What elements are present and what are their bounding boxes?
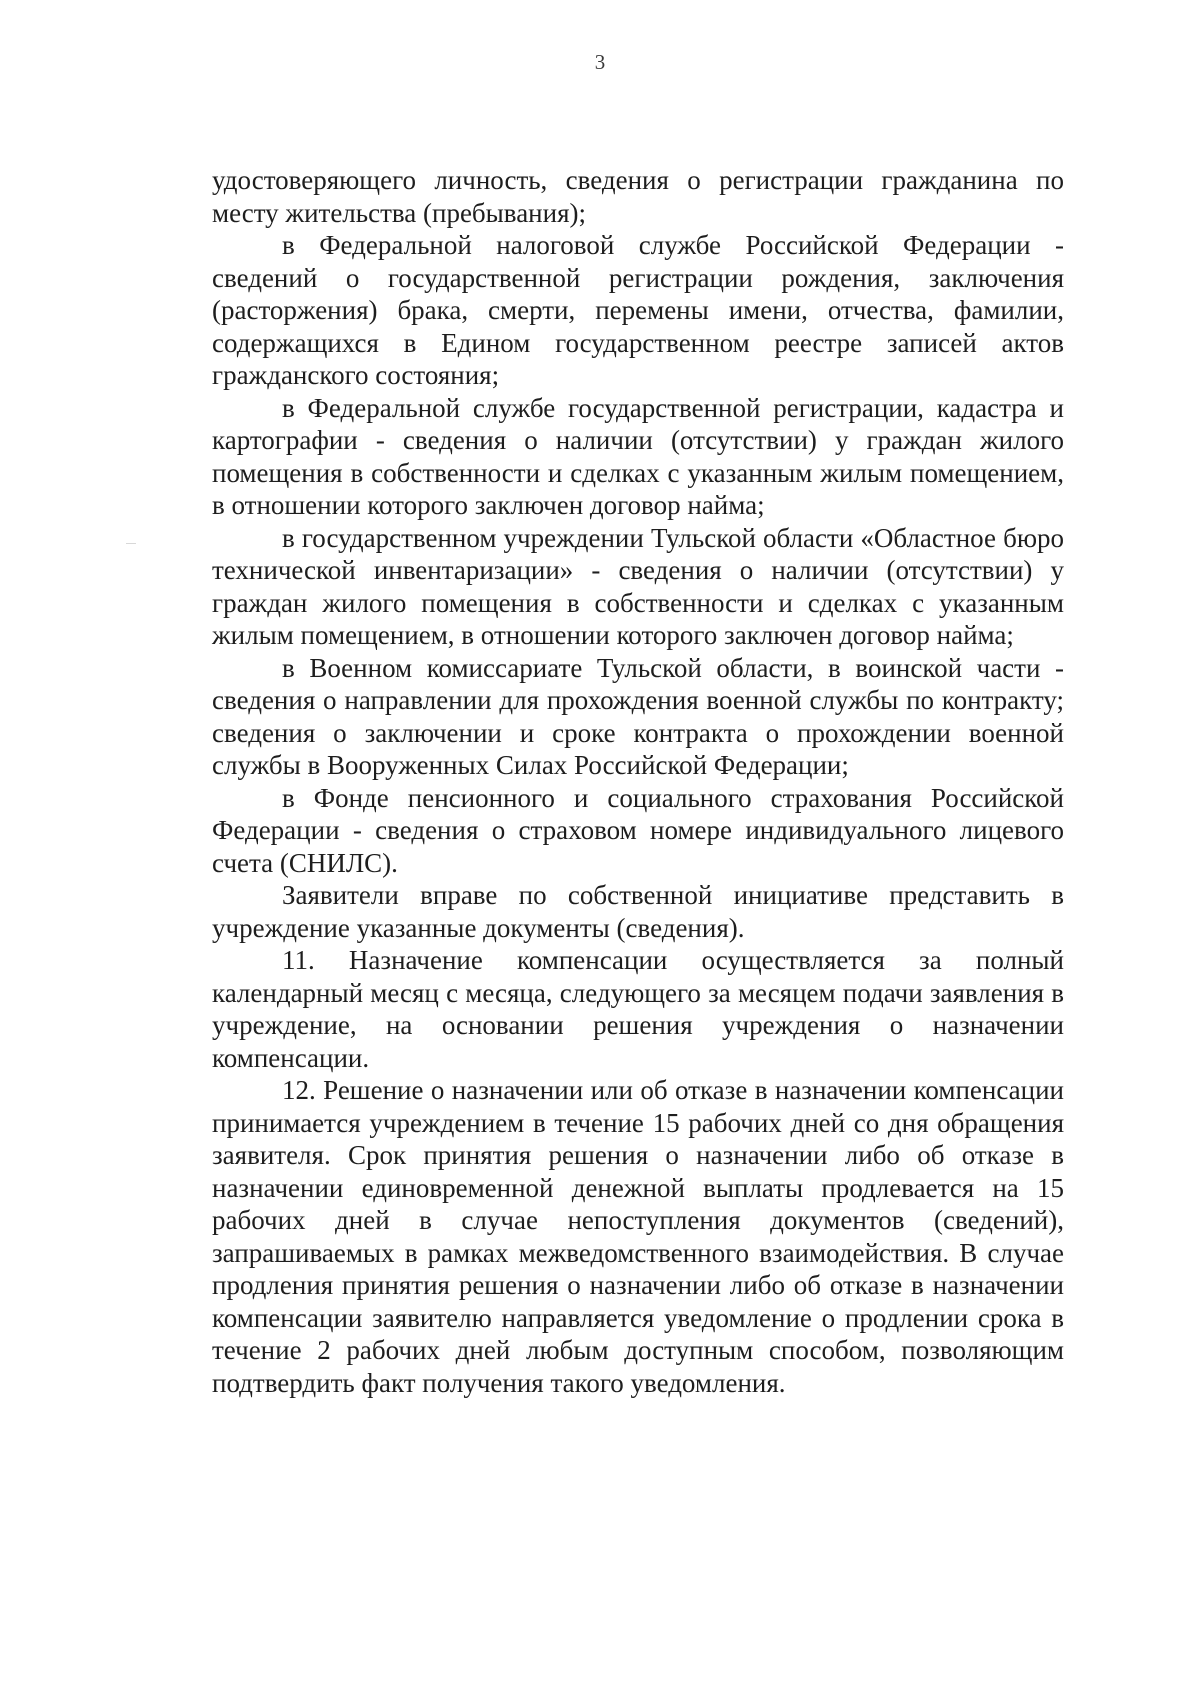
scan-margin-mark (126, 543, 136, 544)
document-body (212, 164, 1064, 1399)
paragraph-item-11: 11. Назначение компенсации осуществляется за полный календарный месяц с месяца, следующего за месяцем подачи заявления в учреждение, на основании решения учреждения о назначении компенсации. (212, 945, 1064, 1073)
paragraph-rosreestr: в Федеральной службе государственной регистрации, кадастра и картографии - сведения о наличии (отсутствии) у граждан жилого помещения в собственности и сделках с указанным жилым помещением, в отношении которого заключен договор найма; (212, 392, 1064, 520)
page-number: 3 (594, 50, 606, 74)
paragraph-tax-service: в Федеральной налоговой службе Российской Федерации - сведений о государственной регистрации рождения, заключения (расторжения) брака, смерти, перемены имени, отчества, фамилии, содержащихся в Едином государственном реестре записей актов гражданского состояния; (212, 230, 1064, 390)
paragraph-pension-fund: в Фонде пенсионного и социального страхования Российской Федерации - сведения о страховом номере индивидуального лицевого счета (СНИЛС). (212, 782, 1064, 878)
paragraph-applicants-right: Заявители вправе по собственной инициативе представить в учреждение указанные документы (сведения). (212, 880, 1064, 943)
paragraph-item-12: 12. Решение о назначении или об отказе в назначении компенсации принимается учреждением в течение 15 рабочих дней со дня обращения заявителя. Срок принятия решения о назначении либо об отказе в назначении единовременной денежной выплаты продлевается на 15 рабочих дней в случае непоступления документов (сведений), запрашиваемых в рамках межведомственного взаимодействия. В случае продления принятия решения о назначении либо об отказе в назначении компенсации заявителю направляется уведомление о продлении срока в течение 2 рабочих дней любым доступным способом, позволяющим подтвердить факт получения такого уведомления. (212, 1075, 1064, 1398)
paragraph-bti: в государственном учреждении Тульской области «Областное бюро технической инвентаризации» - сведения о наличии (отсутствии) у граждан жилого помещения в собственности и сделках с указанным жилым помещением, в отношении которого заключен договор найма; (212, 522, 1064, 650)
paragraph-military-commissariat: в Военном комиссариате Тульской области, в воинской части - сведения о направлении для прохождения военной службы по контракту; сведения о заключении и сроке контракта о прохождении военной службы в Вооруженных Силах Российской Федерации; (212, 652, 1064, 780)
paragraph-identity-docs: удостоверяющего личность, сведения о регистрации гражданина по месту жительства (пребывания); (212, 165, 1064, 228)
